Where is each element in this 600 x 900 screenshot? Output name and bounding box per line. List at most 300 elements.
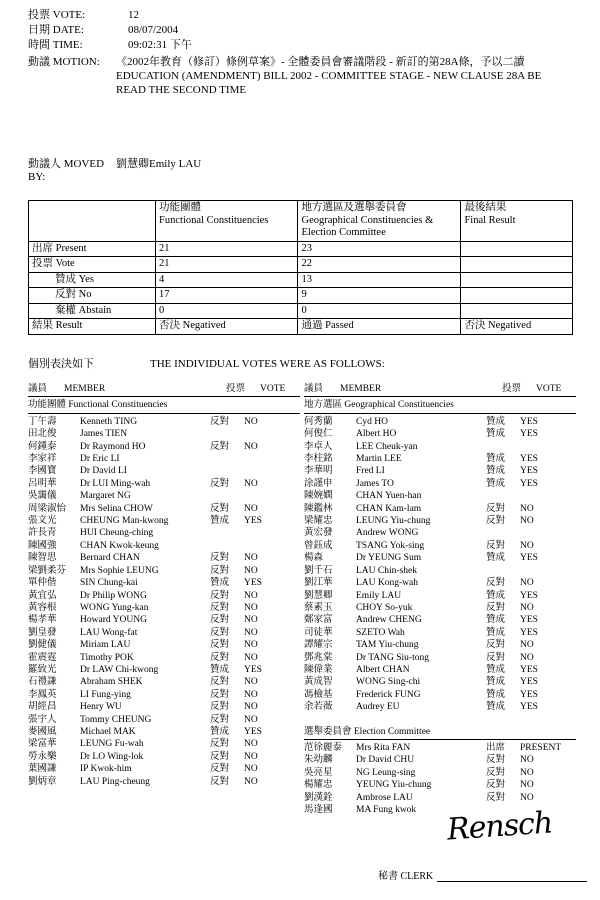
summary-row-label: 贊成 Yes	[29, 272, 156, 288]
list-item	[28, 738, 300, 750]
summary-col-final-en: Final Result	[464, 214, 516, 226]
summary-row-no	[29, 288, 573, 304]
member-vote-en: NO	[520, 578, 534, 589]
member-name-en: LI Fung-ying	[80, 689, 131, 700]
list-item	[28, 565, 300, 577]
motion-line-1: 《2002年教育（修訂）條例草案》- 全體委員會審議階段 - 新訂的第28A條，予以二讀	[116, 56, 525, 68]
list-item	[304, 779, 576, 791]
group-title-functional: 功能團體 Functional Constituencies	[28, 398, 300, 413]
summary-row-label: 反對 No	[29, 288, 156, 304]
member-vote-cn: 反對	[210, 416, 230, 427]
member-vote-en	[244, 527, 300, 539]
list-item	[28, 490, 300, 502]
member-vote-cn: 贊成	[486, 466, 506, 477]
member-vote-cn: 反對	[486, 767, 506, 778]
member-name-en: LEE Cheuk-yan	[356, 441, 418, 452]
member-name-en: LAU Kong-wah	[356, 578, 419, 589]
summary-col-gc	[298, 201, 461, 242]
member-name-en: Dr David LI	[80, 466, 127, 477]
clerk-line-block	[378, 867, 587, 882]
member-vote-en: NO	[244, 702, 258, 713]
moved-by-block	[28, 155, 576, 183]
summary-col-gc-cn: 地方選區及選舉委員會	[301, 202, 407, 213]
member-vote-en: YES	[520, 590, 538, 601]
member-name-cn: 劉千石	[304, 565, 333, 576]
member-vote-en: NO	[244, 689, 258, 700]
vote-label: 投票 VOTE:	[28, 9, 86, 21]
member-vote-cn: 反對	[210, 565, 230, 576]
member-name-cn: 劉炳章	[28, 776, 57, 787]
member-name-cn: 黃成智	[304, 677, 333, 688]
list-item	[304, 453, 576, 465]
member-vote-cn: 反對	[486, 578, 506, 589]
member-vote-en: PRESENT	[520, 742, 562, 753]
summary-col-fc	[156, 201, 298, 242]
summary-row-final	[461, 288, 573, 304]
list-item	[28, 639, 300, 651]
clerk-label: 秘書 CLERK	[378, 871, 434, 882]
member-vote-cn: 贊成	[486, 677, 506, 688]
member-name-en: Miriam LAU	[80, 640, 131, 651]
member-vote-en: YES	[520, 466, 538, 477]
member-vote-cn: 反對	[210, 739, 230, 750]
list-item	[304, 552, 576, 564]
member-vote-en	[520, 490, 576, 502]
summary-row-vote	[29, 257, 573, 273]
list-item	[28, 689, 300, 701]
member-vote-cn: 反對	[486, 640, 506, 651]
member-vote-cn: 贊成	[486, 416, 506, 427]
list-item	[304, 527, 576, 539]
member-name-cn: 吳靄儀	[28, 491, 57, 502]
member-vote-en	[244, 453, 300, 465]
member-name-en: James TO	[356, 478, 394, 489]
summary-header-row	[29, 201, 573, 242]
member-vote-cn: 贊成	[486, 702, 506, 713]
member-name-en: Fred LI	[356, 466, 385, 477]
summary-col-fc-cn: 功能團體	[159, 202, 202, 213]
member-vote-cn: 反對	[210, 627, 230, 638]
individual-votes-cn: 個別表決如下	[28, 358, 94, 370]
member-name-cn: 楊森	[304, 553, 324, 564]
member-vote-cn: 反對	[210, 602, 230, 613]
member-name-cn: 司徒華	[304, 627, 333, 638]
motion-line-3: READ THE SECOND TIME	[116, 84, 247, 96]
list-item	[28, 540, 300, 552]
member-vote-en: NO	[244, 627, 258, 638]
header-member-cn: 議員	[304, 384, 324, 394]
member-vote-cn: 反對	[486, 652, 506, 663]
member-vote-en: NO	[520, 755, 534, 766]
list-item	[28, 577, 300, 589]
member-name-cn: 李鳳英	[28, 689, 57, 700]
member-vote-cn	[210, 465, 244, 477]
member-vote-cn: 贊成	[210, 578, 230, 589]
summary-col-fc-en: Functional Constituencies	[159, 214, 269, 226]
member-name-en: YEUNG Yiu-chung	[356, 780, 432, 791]
member-vote-cn	[486, 490, 520, 502]
individual-votes-heading	[28, 355, 385, 371]
header-vote-en: VOTE	[536, 384, 562, 394]
member-vote-en: NO	[244, 478, 258, 489]
list-item	[304, 416, 576, 428]
member-name-cn: 霍震霆	[28, 652, 57, 663]
member-vote-cn: 贊成	[486, 553, 506, 564]
list-item	[28, 428, 300, 440]
member-name-en: CHAN Yuen-han	[356, 491, 422, 502]
member-name-cn: 劉慧卿	[304, 590, 333, 601]
member-name-en: Dr Philip WONG	[80, 590, 147, 601]
list-item	[304, 754, 576, 766]
member-vote-cn: 反對	[486, 503, 506, 514]
member-vote-cn: 反對	[210, 652, 230, 663]
vote-value: 12	[128, 9, 139, 21]
list-item	[304, 614, 576, 626]
member-vote-en: YES	[520, 615, 538, 626]
member-name-en: MA Fung kwok	[356, 805, 417, 815]
summary-row-gc: 22	[298, 257, 461, 273]
member-name-cn: 譚耀宗	[304, 640, 333, 651]
member-name-cn: 李華明	[304, 466, 333, 477]
member-vote-en: YES	[520, 664, 538, 675]
member-name-cn: 石禮謙	[28, 677, 57, 688]
list-item	[304, 701, 576, 713]
list-item	[304, 664, 576, 676]
member-vote-en	[520, 527, 576, 539]
list-item	[28, 763, 300, 775]
motion-text	[116, 55, 576, 97]
member-vote-cn: 反對	[210, 590, 230, 601]
member-vote-en: NO	[244, 602, 258, 613]
date-value: 08/07/2004	[128, 24, 179, 36]
member-name-en: Martin LEE	[356, 454, 402, 465]
member-name-cn: 黃宏發	[304, 528, 333, 539]
summary-row-label: 投票 Vote	[29, 257, 156, 273]
member-name-cn: 張宇人	[28, 714, 57, 725]
member-name-en: Dr Raymond HO	[80, 441, 146, 452]
member-vote-en: NO	[244, 416, 258, 427]
member-name-cn: 周梁淑怡	[28, 503, 67, 514]
summary-row-fc: 否決 Negatived	[156, 319, 298, 335]
member-name-cn: 陳智思	[28, 553, 57, 564]
member-vote-cn: 贊成	[210, 516, 230, 527]
member-vote-cn: 反對	[210, 689, 230, 700]
member-name-cn: 李家祥	[28, 454, 57, 465]
member-name-en: WONG Sing-chi	[356, 677, 421, 688]
list-item	[28, 701, 300, 713]
member-name-en: Margaret NG	[80, 491, 131, 502]
member-vote-en: YES	[520, 478, 538, 489]
member-vote-en	[244, 490, 300, 502]
list-item	[28, 416, 300, 428]
member-vote-cn: 反對	[210, 478, 230, 489]
list-item	[28, 503, 300, 515]
member-name-en: Emily LAU	[356, 590, 402, 601]
member-vote-en: NO	[520, 652, 534, 663]
member-name-en: CHOY So-yuk	[356, 602, 413, 613]
member-name-en: Dr Eric LI	[80, 454, 120, 465]
summary-corner-cell	[29, 201, 156, 242]
member-vote-cn	[210, 527, 244, 539]
list-item	[28, 590, 300, 602]
member-name-en: Dr TANG Siu-tong	[356, 652, 429, 663]
member-vote-cn: 反對	[486, 792, 506, 803]
list-item	[28, 453, 300, 465]
motion-line-2: EDUCATION (AMENDMENT) BILL 2002 - COMMITTEE STAGE - NEW CLAUSE 28A BE	[116, 70, 542, 82]
member-name-en: Andrew CHENG	[356, 615, 422, 626]
list-item	[28, 614, 300, 626]
summary-row-result	[29, 319, 573, 335]
member-vote-cn: 反對	[210, 776, 230, 787]
member-name-cn: 劉江華	[304, 578, 333, 589]
summary-row-yes	[29, 272, 573, 288]
member-vote-en: NO	[244, 764, 258, 775]
member-vote-cn	[210, 428, 244, 440]
member-name-cn: 蔡素玉	[304, 602, 333, 613]
list-item	[304, 478, 576, 490]
member-name-cn: 劉漢銓	[304, 792, 333, 803]
summary-row-gc: 0	[298, 303, 461, 319]
member-vote-cn: 贊成	[486, 478, 506, 489]
member-vote-en: NO	[244, 565, 258, 576]
member-vote-en: YES	[244, 516, 262, 527]
header-row-time	[28, 38, 573, 52]
header-member-cn: 議員	[28, 384, 48, 394]
summary-row-fc: 21	[156, 257, 298, 273]
summary-row-abstain	[29, 303, 573, 319]
summary-row-gc: 13	[298, 272, 461, 288]
member-name-en: Tommy CHEUNG	[80, 714, 152, 725]
member-name-en: Albert CHAN	[356, 664, 410, 675]
summary-row-fc: 17	[156, 288, 298, 304]
member-name-cn: 張文光	[28, 516, 57, 527]
member-vote-cn: 反對	[486, 780, 506, 791]
member-name-cn: 呂明華	[28, 478, 57, 489]
member-vote-en: NO	[520, 503, 534, 514]
member-name-en: Ambrose LAU	[356, 792, 413, 803]
member-vote-cn: 贊成	[486, 689, 506, 700]
list-item	[28, 714, 300, 726]
member-name-cn: 黃宜弘	[28, 590, 57, 601]
member-name-cn: 何鍾泰	[28, 441, 57, 452]
header-member-en: MEMBER	[64, 384, 106, 394]
list-item	[304, 515, 576, 527]
member-name-en: Mrs Sophie LEUNG	[80, 565, 159, 576]
member-name-en: TAM Yiu-chung	[356, 640, 419, 651]
group-title-geographical: 地方選區 Geographical Constituencies	[304, 398, 576, 413]
header-row-date	[28, 23, 573, 37]
member-vote-en: NO	[244, 615, 258, 626]
list-item	[28, 552, 300, 564]
member-vote-en: YES	[520, 429, 538, 440]
member-name-cn: 梁劉柔芬	[28, 565, 67, 576]
summary-row-gc: 23	[298, 241, 461, 257]
list-item	[304, 767, 576, 779]
member-vote-cn	[486, 441, 520, 453]
summary-row-final	[461, 257, 573, 273]
member-name-cn: 羅致光	[28, 664, 57, 675]
group-title-election-committee: 選舉委員會 Election Committee	[304, 725, 576, 740]
member-vote-cn: 反對	[210, 640, 230, 651]
list-item	[28, 478, 300, 490]
member-name-cn: 陳國強	[28, 540, 57, 551]
member-name-en: Dr YEUNG Sum	[356, 553, 422, 564]
member-name-cn: 楊耀忠	[304, 780, 333, 791]
list-item	[304, 590, 576, 602]
right-column-header	[304, 383, 576, 397]
summary-row-gc: 通過 Passed	[298, 319, 461, 335]
member-vote-cn: 反對	[486, 540, 506, 551]
member-vote-en: YES	[520, 454, 538, 465]
member-vote-cn: 反對	[210, 677, 230, 688]
member-vote-en: NO	[244, 640, 258, 651]
member-vote-cn: 反對	[210, 702, 230, 713]
member-name-en: Albert HO	[356, 429, 397, 440]
summary-table	[28, 200, 573, 335]
list-item	[28, 726, 300, 738]
summary-col-final-cn: 最後結果	[464, 202, 507, 213]
member-vote-en: YES	[244, 578, 262, 589]
header-vote-cn: 投票	[226, 384, 246, 394]
member-vote-en: NO	[520, 540, 534, 551]
member-vote-en: NO	[520, 602, 534, 613]
member-name-en: LEUNG Fu-wah	[80, 739, 144, 750]
clerk-signature-line	[437, 870, 587, 882]
summary-row-label: 結果 Result	[29, 319, 156, 335]
motion-label: 動議 MOTION:	[28, 56, 100, 68]
list-item	[28, 676, 300, 688]
list-item	[28, 465, 300, 477]
member-vote-cn: 贊成	[210, 726, 230, 737]
member-name-en: TSANG Yok-sing	[356, 540, 425, 551]
member-name-cn: 黃容根	[28, 602, 57, 613]
member-vote-en: NO	[520, 516, 534, 527]
list-item	[304, 441, 576, 453]
member-name-cn: 劉皇發	[28, 627, 57, 638]
member-name-en: Audrey EU	[356, 702, 400, 713]
summary-row-fc: 21	[156, 241, 298, 257]
list-item	[28, 515, 300, 527]
member-name-en: LAU Ping-cheung	[80, 776, 150, 787]
member-vote-cn: 贊成	[486, 615, 506, 626]
member-vote-cn	[210, 453, 244, 465]
member-vote-en: YES	[244, 726, 262, 737]
member-vote-cn: 反對	[210, 441, 230, 452]
member-name-cn: 何俊仁	[304, 429, 333, 440]
summary-row-final: 否決 Negatived	[461, 319, 573, 335]
date-label: 日期 DATE:	[28, 24, 84, 36]
member-name-en: LEUNG Yiu-chung	[356, 516, 431, 527]
list-item	[304, 577, 576, 589]
member-name-cn: 何秀蘭	[304, 416, 333, 427]
member-name-en: Mrs Rita FAN	[356, 742, 411, 753]
member-name-cn: 許長青	[28, 528, 57, 539]
member-vote-en: NO	[244, 590, 258, 601]
member-name-cn: 梁富華	[28, 739, 57, 750]
member-vote-en: NO	[244, 652, 258, 663]
member-name-en: Michael MAK	[80, 726, 136, 737]
member-vote-cn	[210, 540, 244, 552]
member-vote-en: YES	[520, 553, 538, 564]
list-item	[28, 664, 300, 676]
member-name-en: Timothy POK	[80, 652, 134, 663]
member-vote-cn: 反對	[486, 755, 506, 766]
member-name-cn: 勞永樂	[28, 751, 57, 762]
list-item	[304, 639, 576, 651]
member-vote-cn: 反對	[210, 553, 230, 564]
member-name-en: SIN Chung-kai	[80, 578, 138, 589]
motion-block	[28, 55, 576, 97]
member-name-en: Dr LO Wing-lok	[80, 751, 144, 762]
summary-row-final	[461, 241, 573, 257]
member-vote-en: NO	[520, 780, 534, 791]
member-vote-en: YES	[520, 416, 538, 427]
member-vote-cn	[486, 527, 520, 539]
member-vote-en: NO	[244, 714, 258, 725]
member-name-en: Cyd HO	[356, 416, 388, 427]
member-name-cn: 麥國風	[28, 726, 57, 737]
summary-col-final	[461, 201, 573, 242]
member-vote-en: YES	[520, 677, 538, 688]
member-vote-en: NO	[520, 640, 534, 651]
list-item	[304, 503, 576, 515]
summary-row-gc: 9	[298, 288, 461, 304]
member-vote-en: YES	[520, 689, 538, 700]
member-vote-en: NO	[244, 677, 258, 688]
member-vote-en: YES	[520, 702, 538, 713]
member-vote-en	[244, 465, 300, 477]
member-name-cn: 胡經昌	[28, 702, 57, 713]
member-vote-en	[244, 540, 300, 552]
member-name-cn: 田北俊	[28, 429, 57, 440]
member-name-en: Andrew WONG	[356, 528, 419, 539]
list-item	[304, 652, 576, 664]
list-item	[28, 441, 300, 453]
summary-row-fc: 0	[156, 303, 298, 319]
member-vote-cn: 贊成	[486, 664, 506, 675]
member-name-cn: 梁耀忠	[304, 516, 333, 527]
member-vote-cn: 贊成	[486, 454, 506, 465]
member-vote-cn: 贊成	[486, 429, 506, 440]
member-vote-cn: 贊成	[486, 627, 506, 638]
member-name-en: Kenneth TING	[80, 416, 138, 427]
member-vote-cn: 反對	[210, 615, 230, 626]
member-name-cn: 丁午壽	[28, 416, 57, 427]
list-item	[28, 527, 300, 539]
member-vote-en: YES	[520, 627, 538, 638]
member-name-en: Henry WU	[80, 702, 122, 713]
member-vote-cn: 反對	[210, 764, 230, 775]
member-vote-cn: 贊成	[210, 664, 230, 675]
summary-col-gc-en1: Geographical Constituencies &	[301, 214, 434, 226]
member-vote-en: YES	[244, 664, 262, 675]
member-name-en: CHEUNG Man-kwong	[80, 516, 169, 527]
list-item	[304, 540, 576, 552]
list-item	[304, 602, 576, 614]
member-name-en: Abraham SHEK	[80, 677, 143, 688]
member-name-en: SZETO Wah	[356, 627, 405, 638]
right-column	[304, 383, 576, 816]
member-name-cn: 鄧兆棠	[304, 652, 333, 663]
member-name-en: Frederick FUNG	[356, 689, 421, 700]
list-item	[304, 465, 576, 477]
header-vote-cn: 投票	[502, 384, 522, 394]
member-name-cn: 劉健儀	[28, 640, 57, 651]
member-name-cn: 曾鈺成	[304, 540, 333, 551]
moved-by-value: 劉慧卿Emily LAU	[116, 158, 202, 170]
member-name-cn: 單仲偕	[28, 578, 57, 589]
member-vote-cn: 贊成	[486, 590, 506, 601]
